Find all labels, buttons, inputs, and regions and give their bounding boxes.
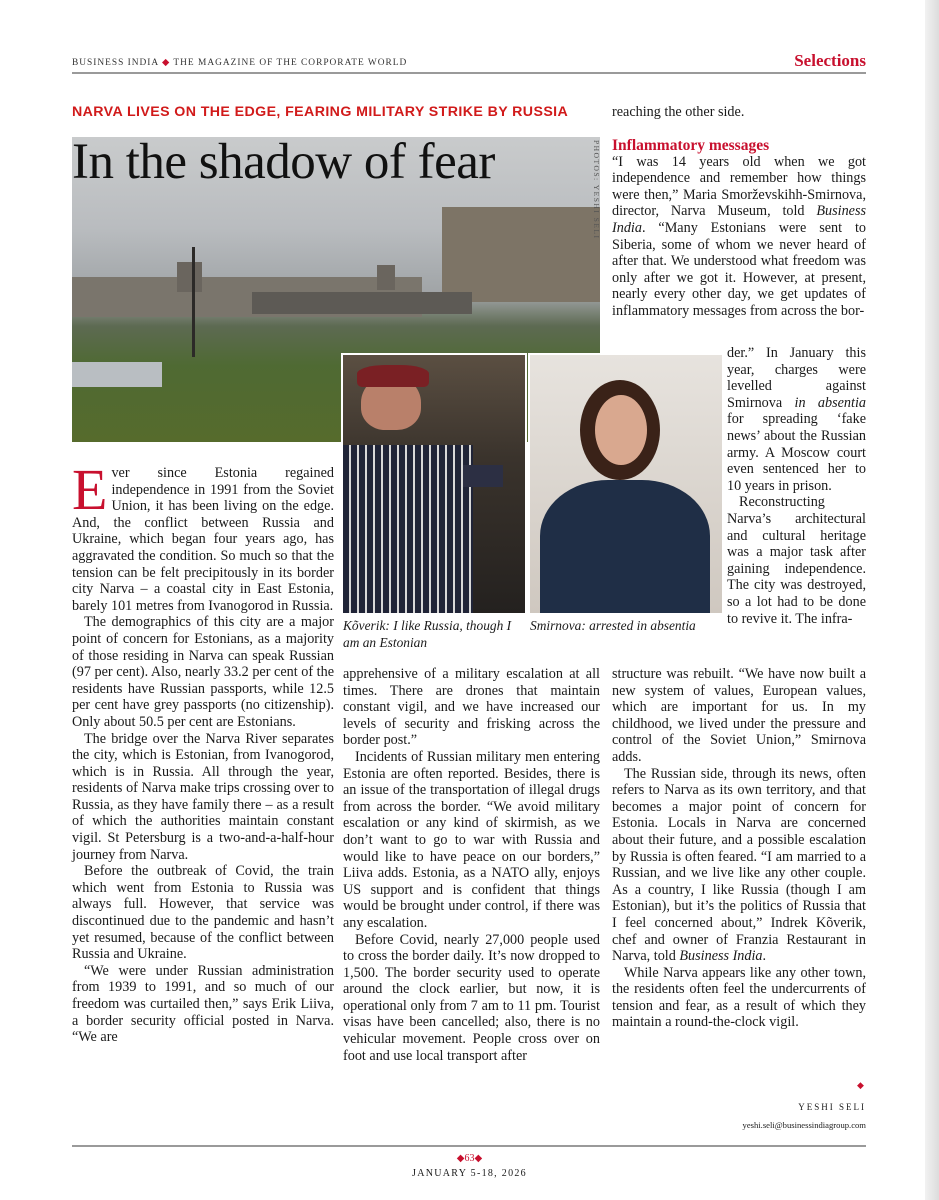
text-run: der.” In January this year, charges were levelled against Smirnova (727, 345, 866, 411)
text-run: . (762, 948, 767, 965)
paragraph (727, 494, 866, 627)
text-run: While Narva appears like any other town, the residents often feel the undercurrents of tension and fear, as a result of which they maintain a round-the-clock vigil. (612, 964, 866, 1031)
paragraph (612, 666, 866, 766)
article-kicker: NARVA LIVES ON THE EDGE, FEARING MILITARY STRIKE BY RUSSIA (72, 104, 569, 120)
caption-koverik: Kõverik: I like Russia, though I am an Estonian (343, 618, 512, 650)
text-run: “We were under Russian administration from 1939 to 1991, and so much of our freedom was curtailed then,” says Erik Liiva, a border security official posted in Narva. “We are (72, 962, 334, 1046)
text-run: The Russian side, through its news, often refers to Narva as its own territory, and that becomes a major point of concern for Estonia. Locals in Narva are concerned about their future, and a possible escalation by Russia is often feared. “I am married to a Russian, and we live like any other couple. As a country, I like Russia (though I am Estonian), but it’s the politics of Russia that I feel concerned about,” Indrek Kõverik, chef and owner of Franzia Restaurant in Narva, told (612, 765, 866, 965)
photo-credit: PHOTOS: YESHI SELI (592, 140, 601, 240)
text-run: for spreading ‘fake news’ about the Russian army. A Moscow court even sentenced her to 10 years in prison. (727, 411, 866, 494)
author-email: yeshi.seli@businessindiagroup.com (742, 1120, 866, 1130)
byline: YESHI SELI (798, 1102, 866, 1112)
text-run: The bridge over the Narva River separates the city, which is Estonian, from Ivanogorod, which is in Russia. All through the year, residents of Narva make trips crossing over to Russia, as they have family there – as a result of which the authorities maintain constant vigil. St Petersburg is a two-and-a-half-hour journey from Narva. (72, 730, 334, 863)
publication-tagline: THE MAGAZINE OF THE CORPORATE WORLD (173, 58, 408, 68)
scan-edge (925, 0, 939, 1200)
page-number (0, 1153, 939, 1164)
italic-run: Business India (679, 948, 763, 965)
column-3-wrap (727, 345, 866, 627)
column-3-bottom (612, 666, 866, 1031)
text-run: The demographics of this city are a major point of concern for Estonians, as a majority of those residing in Narva can speak Russian (97 per cent). Also, nearly 33.2 per cent of the residents have Russian passports, while 12.5 per cent have grey passports (no citizenship). Only about 50.5 per cent are Estonians. (72, 614, 334, 730)
text-run: Incidents of Russian military men entering Estonia are often reported. Besides, there is an issue of the transportation of illegal drugs from across the border. “We avoid military escalation or any kind of skirmish, as we don’t want to go to war with Russia and would like to have peace on our borders,” Liiva adds. Estonia, as a NATO ally, enjoys US support and is confident that things would be brought under control, if there was any escalation. (343, 748, 600, 931)
publication-name: BUSINESS INDIA (72, 58, 159, 68)
paragraph (72, 457, 334, 614)
italic-run: Business India (612, 203, 866, 236)
column-3-top (612, 104, 866, 320)
paragraph (72, 614, 334, 730)
paragraph (343, 932, 600, 1065)
paragraph (72, 963, 334, 1046)
paragraph (612, 766, 866, 965)
footer-rule (72, 1145, 866, 1147)
text-run: Reconstructing Narva’s architectural and cultural heritage was a major task after gaining independence. The city was destroyed, so a lot had to be done to revive it. The infra- (727, 494, 866, 627)
text-run: ver since Estonia regained independence in 1991 from the Soviet Union, it has been living on the edge. And, the conflict between Russia and Ukraine, which began four years ago, has aggravated the condition. So much so that the tension can be felt precipitously in its border city Narva – a coastal city in East Estonia, barely 101 metres from Ivanogorod in Russia. (72, 465, 334, 614)
paragraph (727, 345, 866, 494)
text-run: “I was 14 years old when we got independence and remember how things were then,” Maria Smorževskihh-Smirnova, director, Narva Museum, told (612, 153, 866, 220)
page-number-text: ◆63◆ (456, 1153, 483, 1164)
smirnova-photo (528, 353, 724, 615)
paragraph (72, 863, 334, 963)
italic-run: in absentia (794, 394, 866, 411)
paragraph (72, 731, 334, 864)
text-run: Before the outbreak of Covid, the train which went from Estonia to Russia was always full. However, that service was discontinued due to the pandemic and hasn’t yet resumed, because of the conflict between Russia and Ukraine. (72, 863, 334, 963)
text-run: apprehensive of a military escalation at all times. There are drones that maintain constant vigil, and we have increased our levels of security and frisking across the border post.” (343, 666, 600, 749)
subheading: Inflammatory messages (612, 136, 770, 154)
diamond-icon: ◆ (162, 58, 171, 68)
continued-text: reaching the other side. (612, 104, 745, 120)
text-run: structure was rebuilt. “We have now built a new system of values, European values, which are important for us. In my childhood, we lived under the pressure and control of the Soviet Union,” Smirnova adds. (612, 666, 866, 765)
issue-date: JANUARY 5-18, 2026 (412, 1168, 527, 1179)
koverik-photo (341, 353, 527, 615)
article-headline: In the shadow of fear (72, 134, 495, 190)
paragraph (612, 154, 866, 320)
text-run: . “Many Estonians were sent to Siberia, some of whom we never heard of after that. We understood what freedom was only after we got it. However, at present, nearly every other day, we get updates of inflammatory messages from across the bor- (612, 219, 866, 319)
paragraph (343, 749, 600, 932)
column-2 (343, 666, 600, 1064)
end-mark-icon: ◆ (857, 1080, 864, 1090)
header-rule (72, 72, 866, 74)
paragraph (612, 965, 866, 1031)
paragraph (343, 666, 600, 749)
text-run: Before Covid, nearly 27,000 people used to cross the border daily. It’s now dropped to 1,500. The border security used to operate around the clock earlier, but now, it is operational only from 7 am to 11 pm. Tourist visas have been cancelled; also, there is no vehicular movement. People cross over on foot and use local transport after (343, 931, 600, 1064)
caption-smirnova: Smirnova: arrested in absentia (530, 618, 696, 633)
drop-cap: E (72, 457, 108, 522)
running-header (72, 57, 407, 68)
column-1 (72, 457, 334, 1046)
section-label: Selections (794, 51, 866, 70)
